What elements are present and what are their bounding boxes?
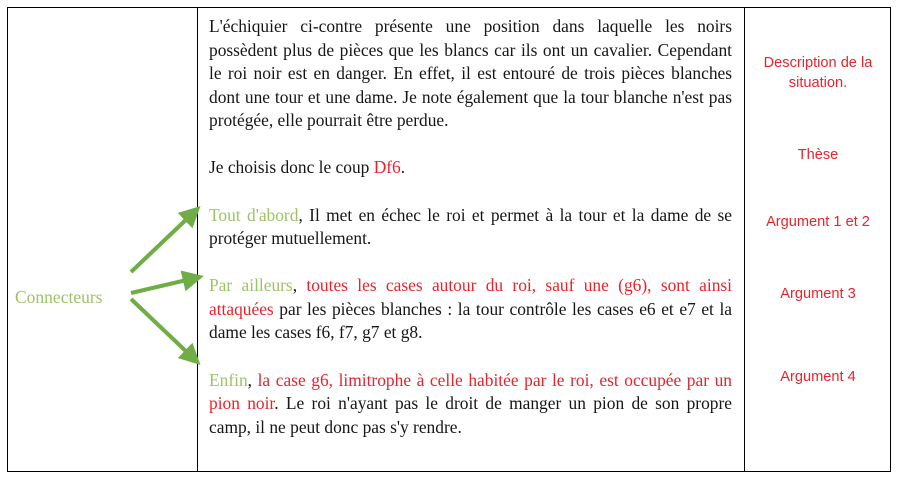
annotation-these: Thèse [797,147,839,163]
connector-enfin: Enfin [209,369,248,390]
run-these-move: Df6 [373,157,401,178]
connector-tout-dabord: Tout d'abord [209,204,299,225]
run-description-text: L'échiquier ci-contre présente une position dans laquelle les noirs possèdent plus de pièces que les blancs car ils ont un cavalier. Cependant le roi noir est en danger. En effet, il est entouré de trois pièces blanches dont une tour et une dame. Je note également que la tour blanche n'est pas protégée, elle pourrait être perdue. [209,16,732,131]
connector-par-ailleurs: Par ailleurs [209,275,293,296]
connectors-column [8,8,197,471]
paragraph-these [209,156,732,180]
run-argument-1-2-body: , Il met en échec le roi et permet à la tour et la dame de se protéger mutuellement. [209,204,733,249]
run-these-lead: Je choisis donc le coup [209,157,374,178]
annotation-column [744,8,892,471]
run-these-period: . [400,157,406,178]
annotation-description-line1: Description de la [763,55,873,71]
annotation-argument-4: Argument 4 [780,369,856,385]
annotation-argument-3: Argument 3 [780,286,856,302]
connecteurs-label: Connecteurs [15,287,103,307]
run-argument-3-body: par les pièces blanches : la tour contrôle les cases e6 et e7 et la dame les cases f6, f7, g7 et g8. [209,298,732,343]
paragraph-argument-1-2 [209,204,732,251]
paragraph-argument-4 [209,369,732,440]
annotation-description-line2: situation. [788,74,848,91]
annotation-argument-1-2: Argument 1 et 2 [766,214,870,230]
run-argument-4-highlight: la case g6, limitrophe à celle habitée par le roi, est occupée par un pion noir [209,369,732,414]
paragraph-argument-3 [209,274,732,345]
run-argument-3-highlight: toutes les cases autour du roi, sauf une (g6), sont ainsi attaquées [209,275,732,319]
analysis-table [7,7,891,472]
text-column [197,8,744,471]
paragraph-description [209,15,732,133]
run-argument-3-comma: , [292,275,307,296]
run-argument-4-body: . Le roi n'ayant pas le droit de manger un pion de son propre camp, il ne peut donc pas s'y rendre. [209,393,732,437]
run-argument-4-comma: , [247,369,258,390]
annotation-description [744,54,892,93]
